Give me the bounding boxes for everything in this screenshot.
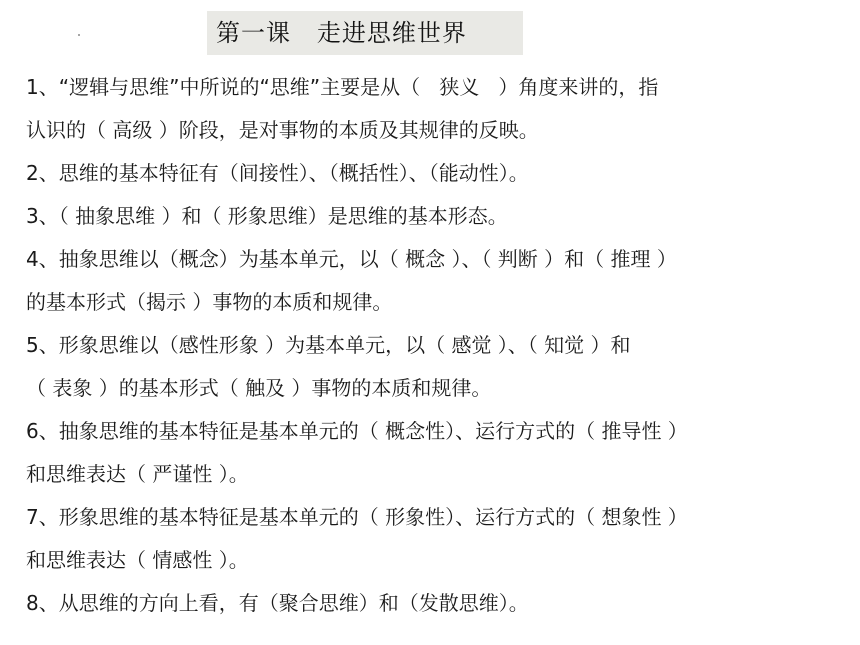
decorative-dot: [78, 34, 80, 36]
text-line-9: 6、抽象思维的基本特征是基本单元的（ 概念性）、运行方式的（ 推导性 ）: [26, 419, 688, 443]
title-banner: [207, 11, 523, 55]
text-line-8: （ 表象 ）的基本形式（ 触及 ）事物的本质和规律。: [26, 376, 492, 400]
page-title: 第一课 走进思维世界: [216, 19, 467, 47]
text-line-7: 5、形象思维以（感性形象 ）为基本单元，以（ 感觉 ）、（ 知觉 ）和: [26, 333, 631, 357]
text-line-1: 1、“逻辑与思维”中所说的“思维”主要是从（ 狭义 ）角度来讲的，指: [26, 75, 659, 99]
text-line-5: 4、抽象思维以（概念）为基本单元，以（ 概念 ）、（ 判断 ）和（ 推理 ）: [26, 247, 677, 271]
text-line-12: 和思维表达（ 情感性 ）。: [26, 548, 249, 572]
text-line-3: 2、思维的基本特征有（间接性）、（概括性）、（能动性）。: [26, 161, 529, 185]
text-line-13: 8、从思维的方向上看，有（聚合思维）和（发散思维）。: [26, 591, 529, 615]
text-line-10: 和思维表达（ 严谨性 ）。: [26, 462, 249, 486]
text-line-2: 认识的（ 高级 ）阶段，是对事物的本质及其规律的反映。: [26, 118, 539, 142]
text-line-6: 的基本形式（揭示 ）事物的本质和规律。: [26, 290, 393, 314]
text-line-11: 7、形象思维的基本特征是基本单元的（ 形象性）、运行方式的（ 想象性 ）: [26, 505, 688, 529]
text-line-4: 3、（ 抽象思维 ）和（ 形象思维）是思维的基本形态。: [26, 204, 508, 228]
